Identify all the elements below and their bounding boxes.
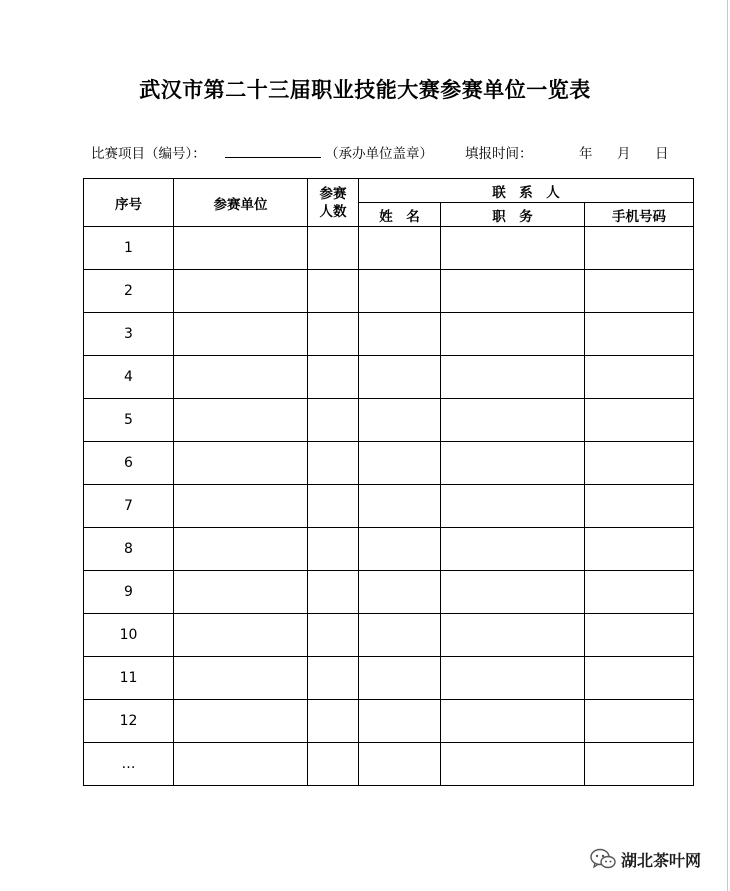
name-cell[interactable] xyxy=(359,743,441,786)
table-row xyxy=(84,657,694,700)
table-row xyxy=(84,700,694,743)
name-cell[interactable] xyxy=(359,614,441,657)
project-blank-line xyxy=(225,157,321,158)
unit-cell[interactable] xyxy=(174,614,308,657)
table-row xyxy=(84,571,694,614)
header-position: 职 务 xyxy=(441,203,585,227)
position-cell[interactable] xyxy=(441,313,585,356)
header-unit: 参赛单位 xyxy=(174,179,308,227)
watermark-text: 湖北茶叶网 xyxy=(621,850,702,870)
table-row xyxy=(84,614,694,657)
name-cell[interactable] xyxy=(359,270,441,313)
unit-cell[interactable] xyxy=(174,700,308,743)
table-row xyxy=(84,528,694,571)
project-label: 比赛项目（编号）： xyxy=(91,146,206,162)
position-cell[interactable] xyxy=(441,356,585,399)
phone-cell[interactable] xyxy=(585,442,694,485)
table-row xyxy=(84,399,694,442)
row-number: 3 xyxy=(84,313,174,356)
year-label: 年 xyxy=(579,146,593,162)
row-number: 11 xyxy=(84,657,174,700)
count-cell[interactable] xyxy=(308,356,359,399)
count-cell[interactable] xyxy=(308,743,359,786)
day-label: 日 xyxy=(655,146,669,162)
phone-cell[interactable] xyxy=(585,571,694,614)
row-number: 9 xyxy=(84,571,174,614)
count-cell[interactable] xyxy=(308,227,359,270)
form-meta-line xyxy=(91,142,691,162)
count-cell[interactable] xyxy=(308,571,359,614)
row-number: … xyxy=(84,743,174,786)
table-row xyxy=(84,356,694,399)
seal-label: （承办单位盖章） xyxy=(325,146,433,162)
phone-cell[interactable] xyxy=(585,356,694,399)
phone-cell[interactable] xyxy=(585,227,694,270)
unit-cell[interactable] xyxy=(174,356,308,399)
name-cell[interactable] xyxy=(359,571,441,614)
header-count: 参赛人数 xyxy=(308,179,359,227)
row-number: 1 xyxy=(84,227,174,270)
position-cell[interactable] xyxy=(441,528,585,571)
phone-cell[interactable] xyxy=(585,399,694,442)
header-seq: 序号 xyxy=(84,179,174,227)
count-cell[interactable] xyxy=(308,313,359,356)
table-row xyxy=(84,485,694,528)
document-title: 武汉市第二十三届职业技能大赛参赛单位一览表 xyxy=(139,78,591,102)
page-edge xyxy=(727,0,728,891)
phone-cell[interactable] xyxy=(585,485,694,528)
row-number: 10 xyxy=(84,614,174,657)
name-cell[interactable] xyxy=(359,485,441,528)
header-phone: 手机号码 xyxy=(585,203,694,227)
header-name: 姓 名 xyxy=(359,203,441,227)
unit-cell[interactable] xyxy=(174,270,308,313)
name-cell[interactable] xyxy=(359,528,441,571)
row-number: 7 xyxy=(84,485,174,528)
table-row xyxy=(84,270,694,313)
row-number: 12 xyxy=(84,700,174,743)
unit-cell[interactable] xyxy=(174,313,308,356)
phone-cell[interactable] xyxy=(585,743,694,786)
count-cell[interactable] xyxy=(308,270,359,313)
name-cell[interactable] xyxy=(359,313,441,356)
wechat-icon xyxy=(590,848,616,870)
name-cell[interactable] xyxy=(359,442,441,485)
count-cell[interactable] xyxy=(308,657,359,700)
phone-cell[interactable] xyxy=(585,614,694,657)
name-cell[interactable] xyxy=(359,657,441,700)
count-cell[interactable] xyxy=(308,485,359,528)
fill-time-label: 填报时间： xyxy=(465,146,533,162)
row-number: 2 xyxy=(84,270,174,313)
unit-cell[interactable] xyxy=(174,227,308,270)
row-number: 6 xyxy=(84,442,174,485)
watermark xyxy=(590,846,701,872)
name-cell[interactable] xyxy=(359,700,441,743)
position-cell[interactable] xyxy=(441,657,585,700)
phone-cell[interactable] xyxy=(585,313,694,356)
unit-cell[interactable] xyxy=(174,442,308,485)
unit-cell[interactable] xyxy=(174,571,308,614)
position-cell[interactable] xyxy=(441,227,585,270)
table-row xyxy=(84,227,694,270)
name-cell[interactable] xyxy=(359,227,441,270)
registration-table xyxy=(83,178,694,786)
count-cell[interactable] xyxy=(308,399,359,442)
unit-cell[interactable] xyxy=(174,743,308,786)
position-cell[interactable] xyxy=(441,270,585,313)
name-cell[interactable] xyxy=(359,399,441,442)
position-cell[interactable] xyxy=(441,399,585,442)
count-cell[interactable] xyxy=(308,700,359,743)
unit-cell[interactable] xyxy=(174,657,308,700)
position-cell[interactable] xyxy=(441,700,585,743)
phone-cell[interactable] xyxy=(585,270,694,313)
unit-cell[interactable] xyxy=(174,399,308,442)
position-cell[interactable] xyxy=(441,571,585,614)
phone-cell[interactable] xyxy=(585,528,694,571)
month-label: 月 xyxy=(617,146,631,162)
table-row xyxy=(84,442,694,485)
count-cell[interactable] xyxy=(308,442,359,485)
header-contact: 联 系 人 xyxy=(359,179,694,203)
row-number: 5 xyxy=(84,399,174,442)
position-cell[interactable] xyxy=(441,485,585,528)
position-cell[interactable] xyxy=(441,442,585,485)
count-cell[interactable] xyxy=(308,614,359,657)
row-number: 8 xyxy=(84,528,174,571)
table-row xyxy=(84,743,694,786)
phone-cell[interactable] xyxy=(585,700,694,743)
table-row xyxy=(84,313,694,356)
unit-cell[interactable] xyxy=(174,485,308,528)
count-cell[interactable] xyxy=(308,528,359,571)
name-cell[interactable] xyxy=(359,356,441,399)
position-cell[interactable] xyxy=(441,743,585,786)
position-cell[interactable] xyxy=(441,614,585,657)
phone-cell[interactable] xyxy=(585,657,694,700)
unit-cell[interactable] xyxy=(174,528,308,571)
row-number: 4 xyxy=(84,356,174,399)
